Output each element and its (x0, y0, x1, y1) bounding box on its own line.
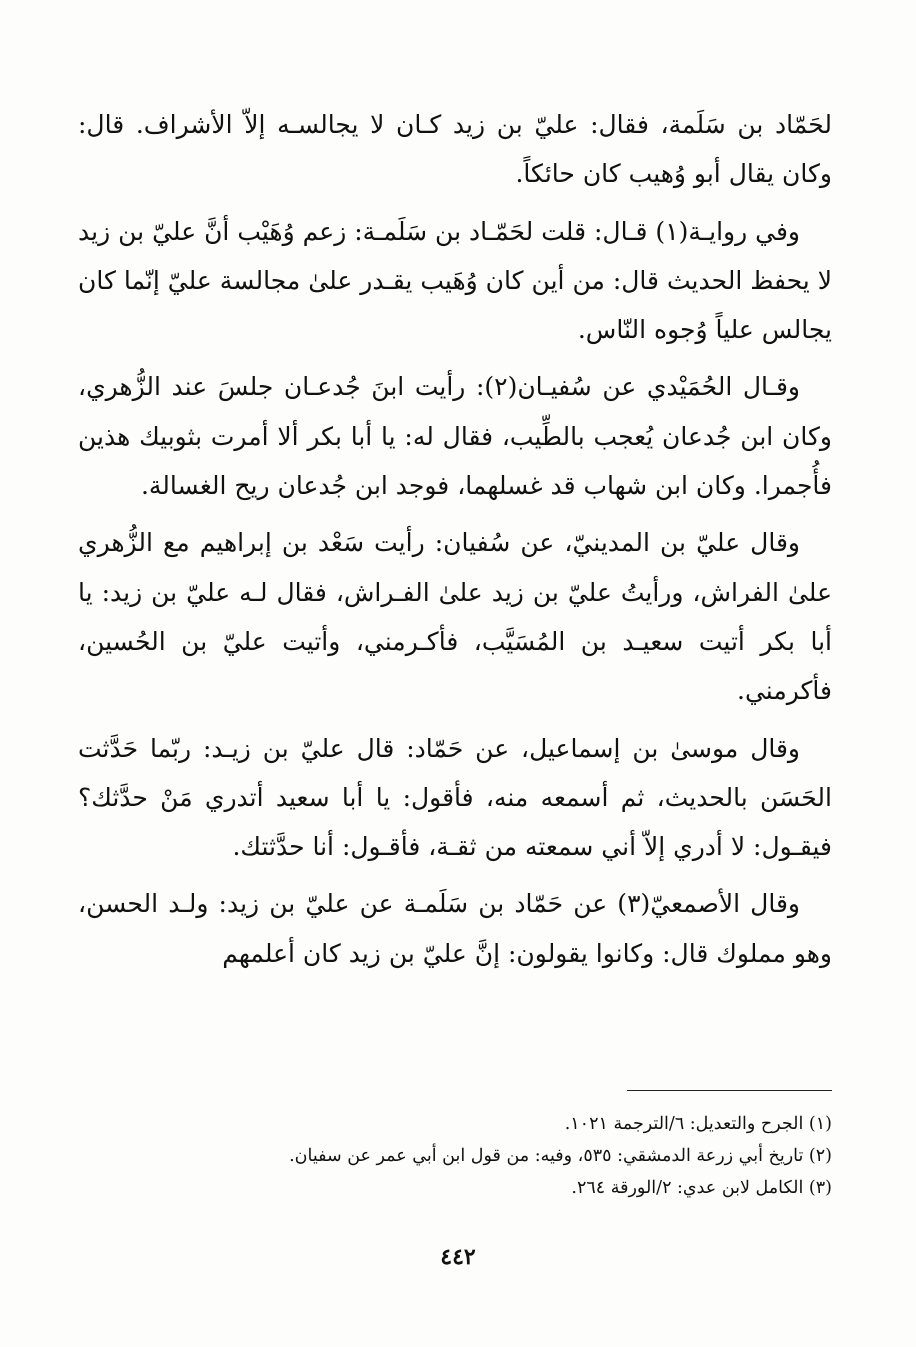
footnote: (٢) تاريخ أبي زرعة الدمشقي: ٥٣٥، وفيه: من قول ابن أبي عمر عن سفيان. (289, 1146, 832, 1166)
footnote: (٣) الكامل لابن عدي: ٢/الورقة ٢٦٤. (571, 1178, 832, 1198)
paragraph: وقـال الحُمَيْدي عن سُفيـان(٢): رأيت ابنَ جُدعـان جلسَ عند الزُّهري، وكان ابن جُدعان يُعجب بالطِّيب، فقال له: يا أبا بكر ألا أمرت بثوبيك هذين فأُجمرا. وكان ابن شهاب قد غسلهما، فوجد ابن جُدعان ريح الغسالة. (78, 372, 832, 501)
footnote: (١) الجرح والتعديل: ٦/الترجمة ١٠٢١. (564, 1114, 832, 1134)
paragraph: وقال موسىٰ بن إسماعيل، عن حَمّاد: قال عليّ بن زيـد: ربّما حَدَّثت الحَسَن بالحديث، ثم أسمعه منه، فأقول: يا أبا سعيد أتدري مَنْ حدَّثك؟ فيقـول: لا أدري إلاّ أني سمعته من ثقـة، فأقـول: أنا حدَّثتك. (78, 733, 832, 862)
paragraph: لحَمّاد بن سَلَمة، فقال: عليّ بن زيد كـان لا يجالسـه إلاّ الأشراف. قال: وكان يقال أبو وُهيب كان حائكاً. (78, 110, 832, 189)
main-text (78, 100, 832, 986)
paragraph: وقال عليّ بن المدينيّ، عن سُفيان: رأيت سَعْد بن إبراهيم مع الزُّهري علىٰ الفراش، ورأيتُ عليّ بن زيد علىٰ الفـراش، فقال لـه عليّ بن زيد: يا أبا بكر أتيت سعيـد بن المُسَيَّب، فأكـرمني، وأتيت عليّ بن الحُسين، فأكرمني. (78, 528, 832, 706)
footnotes (80, 1108, 832, 1204)
paragraph: وقال الأصمعيّ(٣) عن حَمّاد بن سَلَمـة عن عليّ بن زيد: ولـد الحسن، وهو مملوك قال: وكانوا يقولون: إنَّ عليّ بن زيد كان أعلمهم (78, 889, 832, 968)
paragraph: وفي روايـة(١) قـال: قلت لحَمّـاد بن سَلَمـة: زعم وُهَيْب أنَّ عليّ بن زيد لا يحفظ الحديث قال: من أين كان وُهَيب يقـدر علىٰ مجالسة عليّ إنّما كان يجالس علياً وُجوه النّاس. (78, 216, 832, 345)
footnote-separator (627, 1090, 832, 1091)
page-number: ٤٤٢ (440, 1244, 476, 1270)
